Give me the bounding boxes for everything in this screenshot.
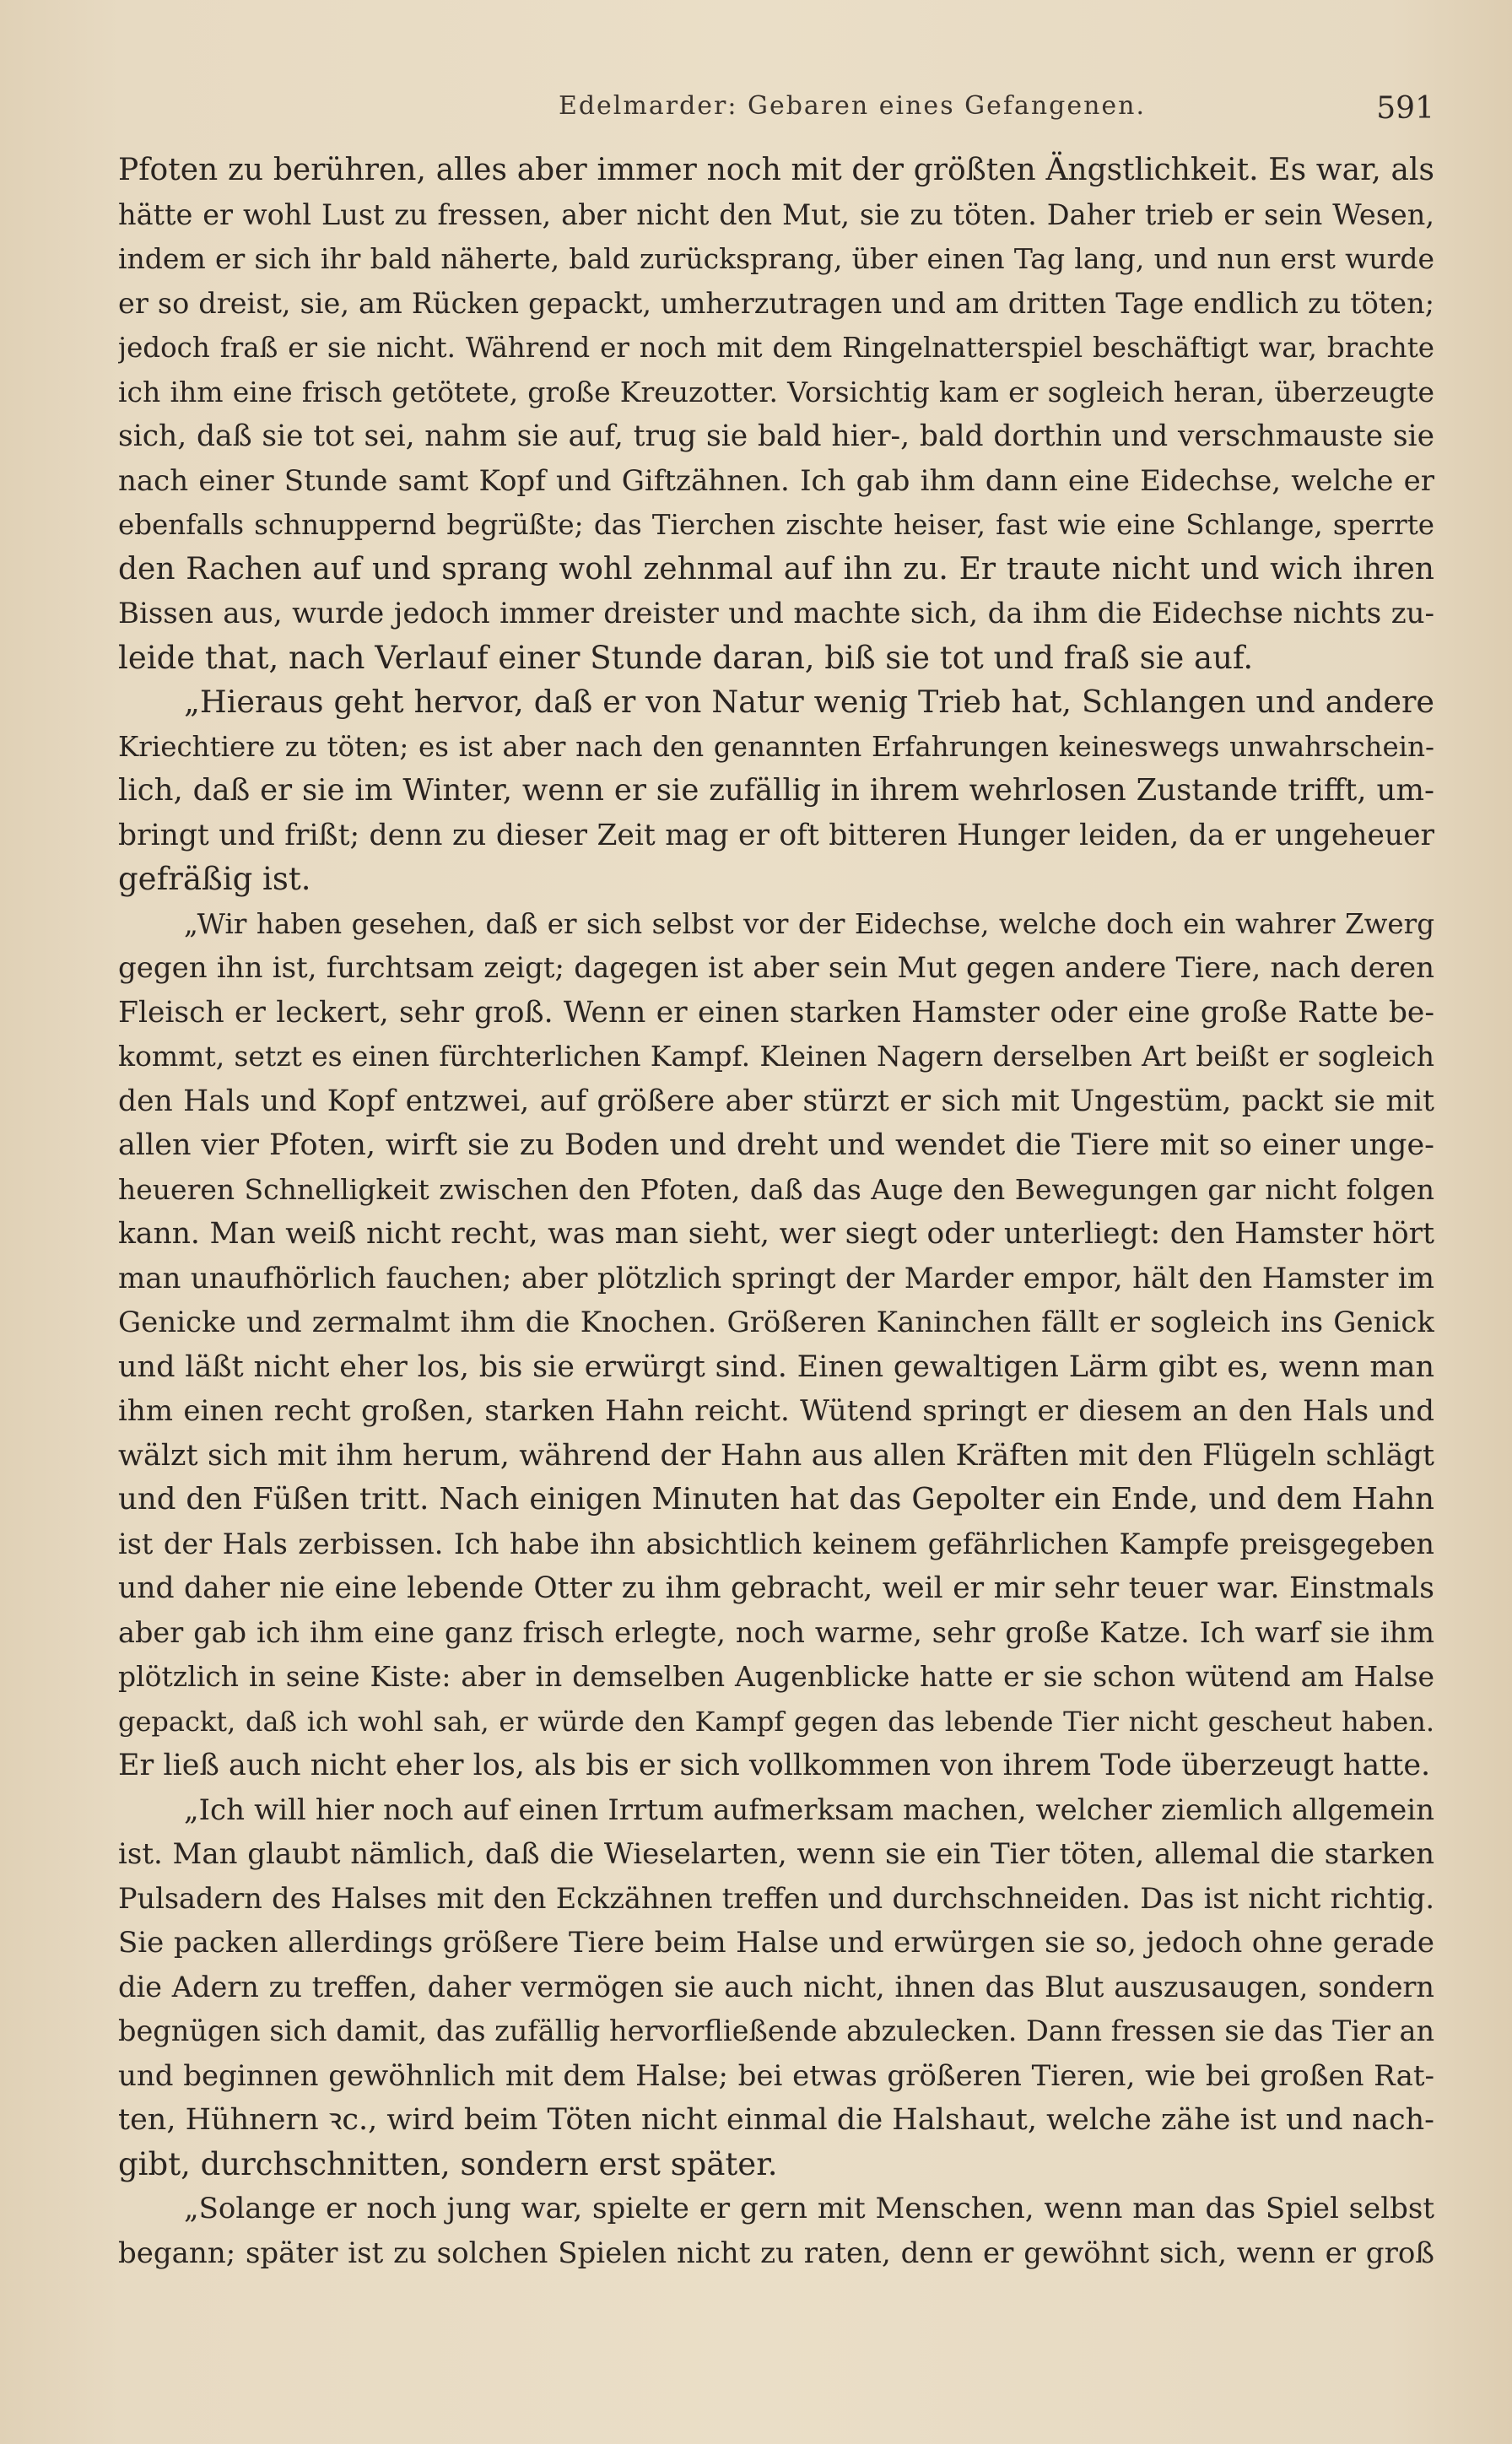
text-line: Genicke und zermalmt ihm die Knochen. Größeren Kaninchen fällt er sogleich ins Genick [118, 1306, 1434, 1339]
text-line: allen vier Pfoten, wirft sie zu Boden und dreht und wendet die Tiere mit so einer unge- [118, 1128, 1434, 1162]
running-title: Edelmarder: Gebaren eines Gefangenen. [558, 91, 1147, 121]
text-line: Kriechtiere zu töten; es ist aber nach den genannten Erfahrungen keineswegs unwahrschein- [118, 730, 1434, 763]
text-line: ihm einen recht großen, starken Hahn reicht. Wütend springt er diesem an den Hals und [118, 1394, 1434, 1428]
paragraph [118, 902, 1434, 1788]
text-line: wälzt sich mit ihm herum, während der Hahn aus allen Kräften mit den Flügeln schlägt [118, 1438, 1434, 1473]
text-line: Pulsadern des Halses mit den Eckzähnen treffen und durchschneiden. Das ist nicht richtig. [118, 1881, 1434, 1915]
text-line: „Wir haben gesehen, daß er sich selbst vor der Eidechse, welche doch ein wahrer Zwerg [184, 907, 1434, 940]
text-line: und läßt nicht eher los, bis sie erwürgt sind. Einen gewaltigen Lärm gibt es, wenn man [118, 1349, 1434, 1384]
running-head [118, 91, 1434, 133]
text-line: und daher nie eine lebende Otter zu ihm gebracht, weil er mir sehr teuer war. Einstmals [118, 1571, 1434, 1605]
text-line: Pfoten zu berühren, alles aber immer noch mit der größten Ängstlichkeit. Es war, als [118, 153, 1434, 187]
text-line: „Hieraus geht hervor, daß er von Natur wenig Trieb hat, Schlangen und andere [184, 684, 1434, 720]
text-line: sich, daß sie tot sei, nahm sie auf, trug sie bald hier-, bald dorthin und verschmauste sie [118, 419, 1434, 453]
text-line: gegen ihn ist, furchtsam zeigt; dagegen ist aber sein Mut gegen andere Tiere, nach deren [118, 951, 1434, 985]
text-line: er so dreist, sie, am Rücken gepackt, umherzutragen und am dritten Tage endlich zu töten; [118, 286, 1434, 320]
text-line: begnügen sich damit, das zufällig hervorfließende abzulecken. Dann fressen sie das Tier an [118, 2014, 1434, 2047]
paragraph [118, 2187, 1434, 2275]
text-line: ten, Hühnern ꝛc., wird beim Töten nicht einmal die Halshaut, welche zähe ist und nach- [118, 2103, 1434, 2137]
text-line: bringt und frißt; denn zu dieser Zeit mag er oft bitteren Hunger leiden, da er ungeheuer [118, 818, 1434, 852]
text-line: kommt, setzt es einen fürchterlichen Kampf. Kleinen Nagern derselben Art beißt er sogleich [118, 1040, 1434, 1073]
body-text [118, 149, 1434, 2275]
text-line: plötzlich in seine Kiste: aber in demselben Augenblicke hatte er sie schon wütend am Halse [118, 1660, 1434, 1693]
text-line: gibt, durchschnitten, sondern erst später. [118, 2145, 778, 2182]
text-line: begann; später ist zu solchen Spielen nicht zu raten, denn er gewöhnt sich, wenn er groß [118, 2236, 1434, 2270]
text-line: und den Füßen tritt. Nach einigen Minuten hat das Gepolter ein Ende, und dem Hahn [118, 1482, 1434, 1517]
text-line: Fleisch er leckert, sehr groß. Wenn er einen starken Hamster oder eine große Ratte be- [118, 995, 1434, 1030]
paragraph [118, 680, 1434, 902]
text-line: lich, daß er sie im Winter, wenn er sie zufällig in ihrem wehrlosen Zustande trifft, um- [118, 773, 1434, 808]
text-line: ist. Man glaubt nämlich, daß die Wieselarten, wenn sie ein Tier töten, allemal die starken [118, 1837, 1434, 1871]
text-line: indem er sich ihr bald näherte, bald zurücksprang, über einen Tag lang, und nun erst wurde [118, 242, 1434, 275]
text-line: Er ließ auch nicht eher los, als bis er sich vollkommen von ihrem Tode überzeugt hatte. [118, 1749, 1431, 1782]
text-line: gepackt, daß ich wohl sah, er würde den Kampf gegen das lebende Tier nicht gescheut haben. [118, 1705, 1434, 1738]
text-line: man unaufhörlich fauchen; aber plötzlich springt der Marder empor, hält den Hamster im [118, 1261, 1434, 1295]
text-line: die Adern zu treffen, daher vermögen sie auch nicht, ihnen das Blut auszusaugen, sondern [118, 1970, 1434, 2003]
text-line: gefräßig ist. [118, 861, 311, 897]
text-line: und beginnen gewöhnlich mit dem Halse; bei etwas größeren Tieren, wie bei großen Rat- [118, 2058, 1434, 2093]
text-line: nach einer Stunde samt Kopf und Giftzähnen. Ich gab ihm dann eine Eidechse, welche er [118, 463, 1434, 498]
text-line: hätte er wohl Lust zu fressen, aber nicht den Mut, sie zu töten. Daher trieb er sein Wesen, [118, 197, 1434, 231]
text-line: den Rachen auf und sprang wohl zehnmal auf ihn zu. Er traute nicht und wich ihren [118, 551, 1434, 587]
paragraph [118, 1788, 1434, 2187]
text-line: leide that, nach Verlauf einer Stunde daran, biß sie tot und fraß sie auf. [118, 639, 1254, 676]
text-line: aber gab ich ihm eine ganz frisch erlegte, noch warme, sehr große Katze. Ich warf sie ihm [118, 1615, 1434, 1649]
text-line: ebenfalls schnuppernd begrüßte; das Tierchen zischte heiser, fast wie eine Schlange, sperrte [118, 509, 1434, 541]
text-line: kann. Man weiß nicht recht, was man sieht, wer siegt oder unterliegt: den Hamster hört [118, 1217, 1434, 1251]
page-number: 591 [1376, 91, 1434, 126]
text-line: ich ihm eine frisch getötete, große Kreuzotter. Vorsichtig kam er sogleich heran, überzeugte [118, 375, 1434, 408]
text-line: „Solange er noch jung war, spielte er gern mit Menschen, wenn man das Spiel selbst [184, 2192, 1434, 2225]
paragraph [118, 149, 1434, 680]
text-line: Bissen aus, wurde jedoch immer dreister und machte sich, da ihm die Eidechse nichts zu- [118, 597, 1434, 630]
text-line: heueren Schnelligkeit zwischen den Pfoten, daß das Auge den Bewegungen gar nicht folgen [118, 1172, 1434, 1206]
text-line: Sie packen allerdings größere Tiere beim Halse und erwürgen sie so, jedoch ohne gerade [118, 1926, 1434, 1960]
text-line: den Hals und Kopf entzwei, auf größere aber stürzt er sich mit Ungestüm, packt sie mit [118, 1084, 1434, 1118]
text-line: „Ich will hier noch auf einen Irrtum aufmerksam machen, welcher ziemlich allgemein [184, 1792, 1434, 1827]
text-line: jedoch fraß er sie nicht. Während er noch mit dem Ringelnatterspiel beschäftigt war, brachte [118, 332, 1434, 364]
text-line: ist der Hals zerbissen. Ich habe ihn absichtlich keinem gefährlichen Kampfe preisgegeben [118, 1527, 1434, 1560]
